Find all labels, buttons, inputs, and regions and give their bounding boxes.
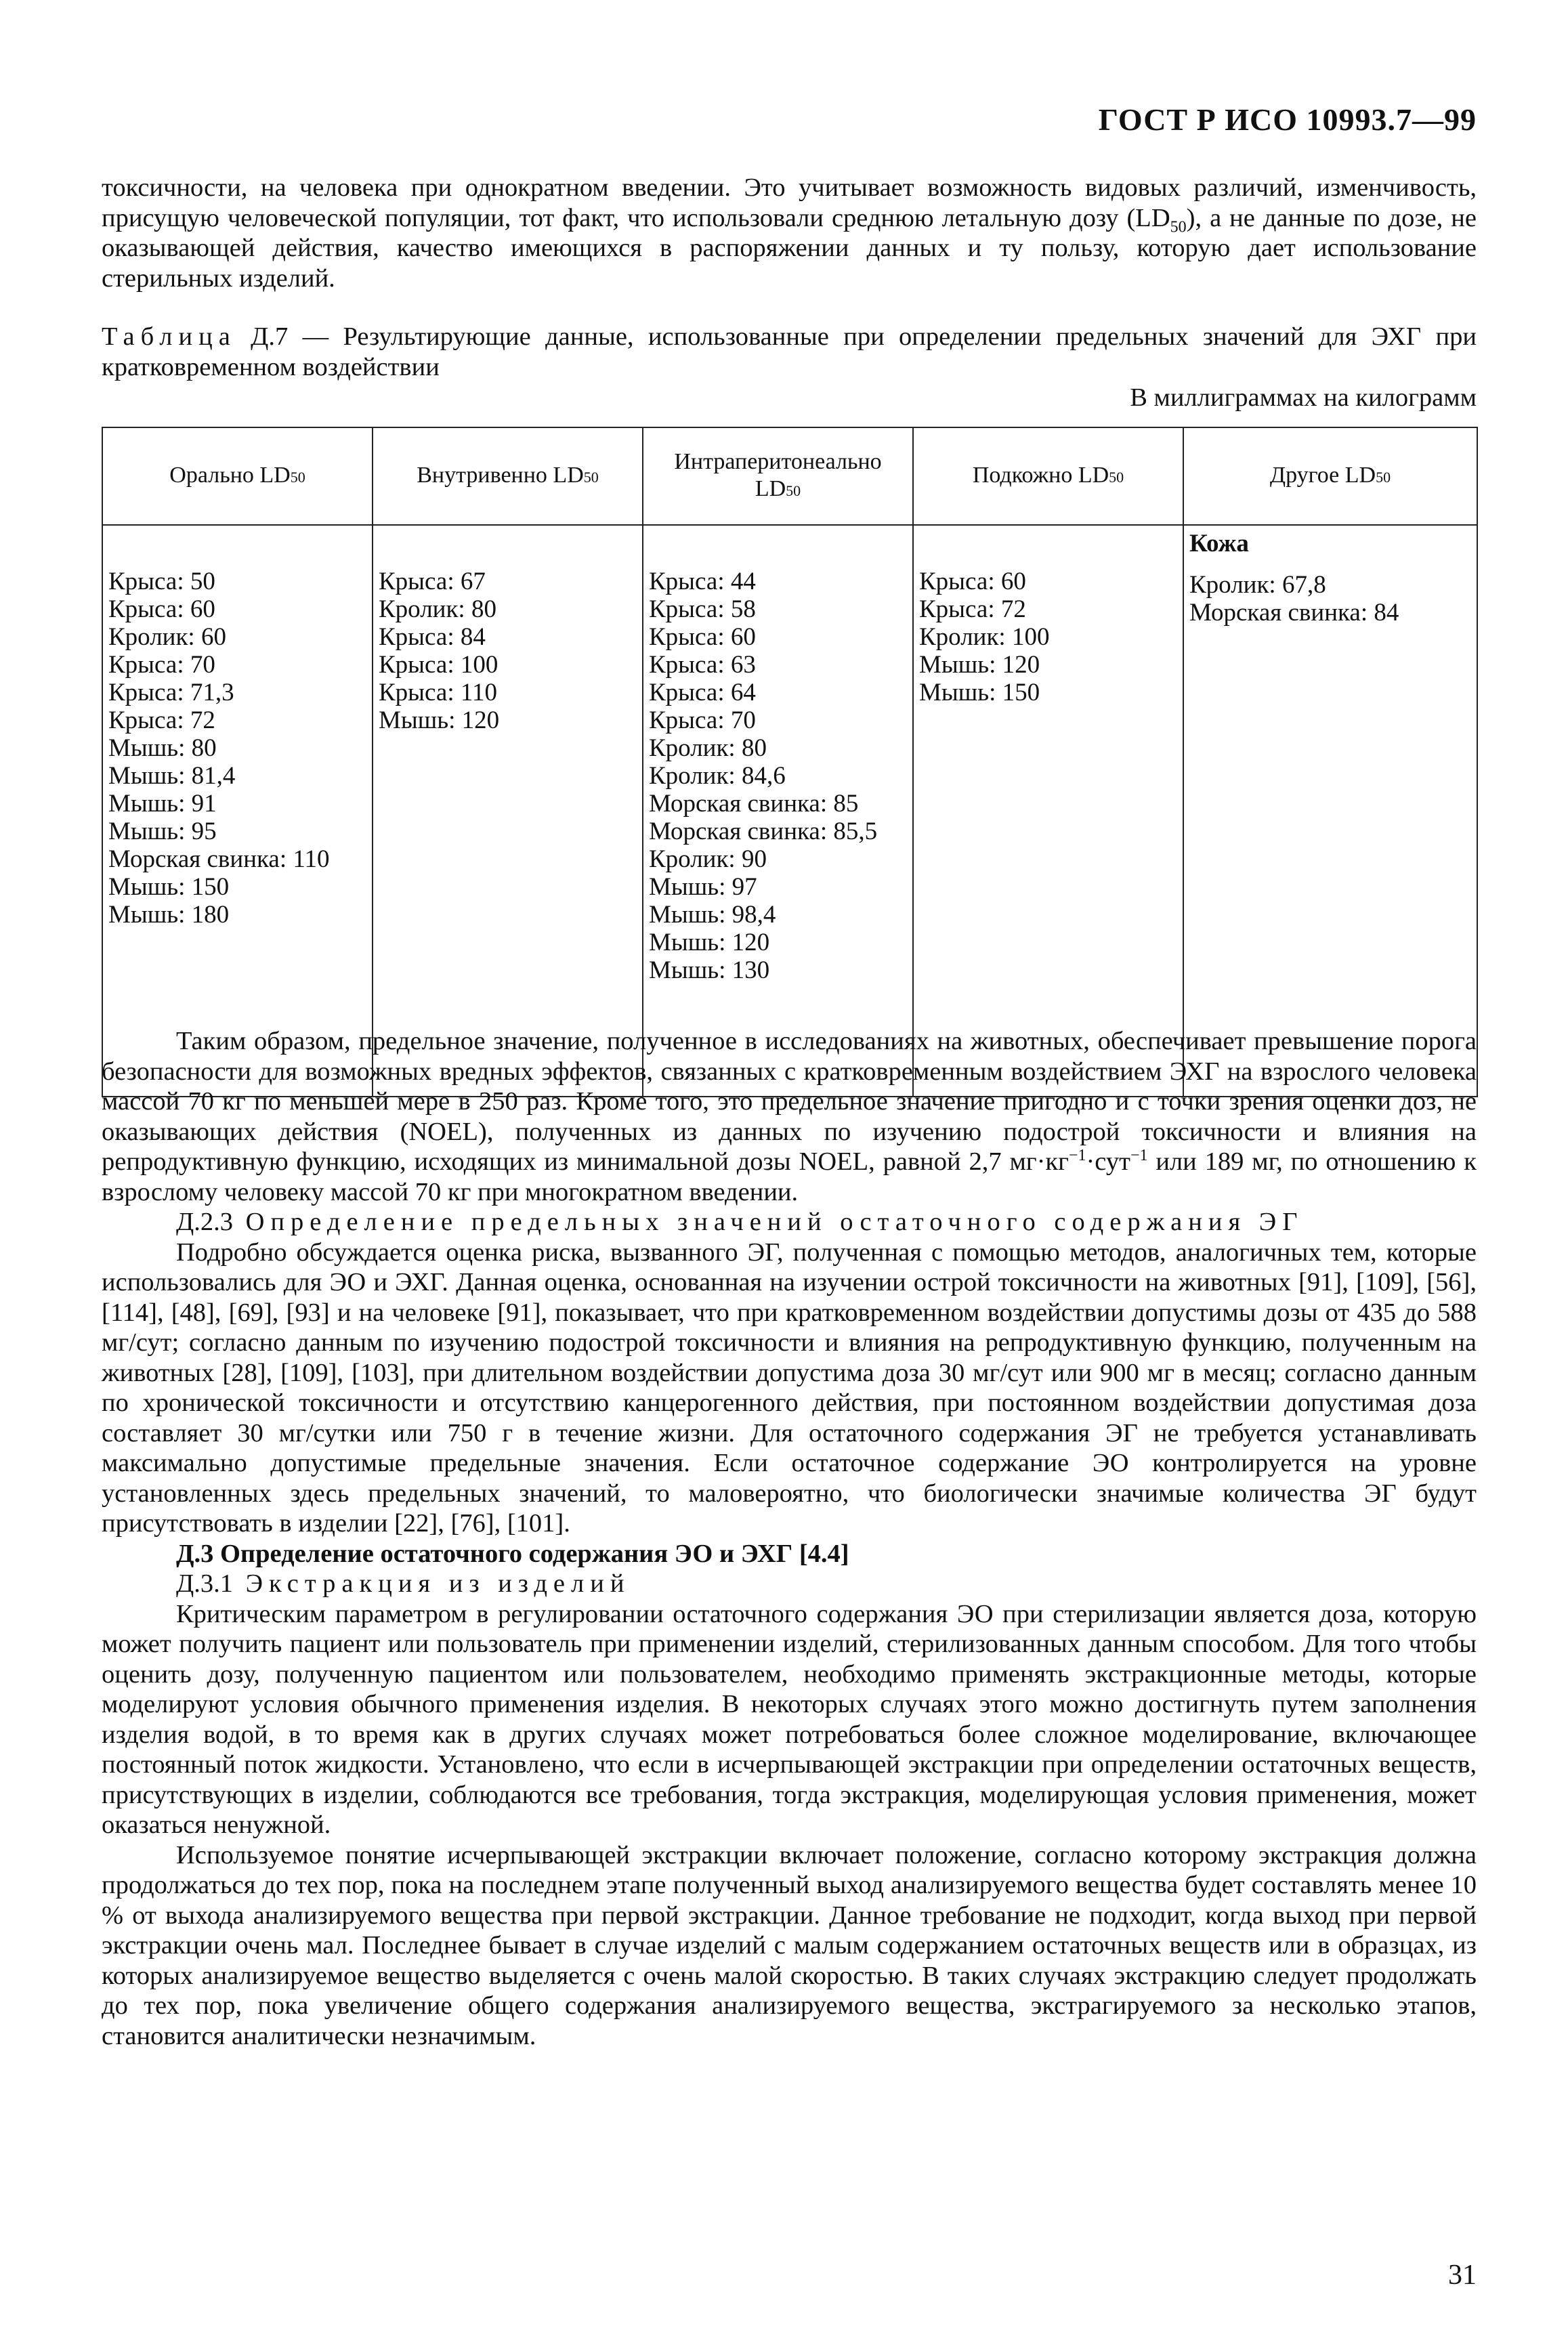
page-number: 31 <box>1448 2260 1477 2291</box>
table-header-row <box>102 427 1477 525</box>
paragraph-threshold: Таким образом, предельное значение, полученное в исследованиях на животных, обеспечивает превышение порога безопасности для возможных вредных эффектов, связанных с кратковременным воздействием ЭХГ на взрослого человека массой 70 кг по меньшей мере в 250 раз. Кроме того, это предельное значение пригодно и с точки зрения оценки доз, не оказывающих действия (NOEL), полученных из данных по изучению подострой токсичности и влияния на репродуктивную функцию, исходящих из минимальной дозы NOEL, равной 2,7 $мг\cdot кг^{-1}\cdot сут^{-1}$ или 189 мг, по отношению к взрослому человеку массой 70 кг при многократном введении. <box>102 1027 1477 1206</box>
table-entry: Мышь: 150 <box>108 873 230 901</box>
paragraph-exhaustive-extraction: Используемое понятие исчерпывающей экстракции включает положение, согласно которому экстракция должна продолжаться до тех пор, пока на последнем этапе полученный выход анализируемого вещества будет составлять менее 10 % от выхода анализируемого вещества при первой экстракции. Данное требование не подходит, когда выход при первой экстракции очень мал. Последнее бывает в случае изделий с малым содержанием остаточных веществ или в образцах, из которых анализируемое вещество выделяется с очень малой скоростью. В таких случаях экстракцию следует продолжать до тех пор, пока увеличение общего содержания анализируемого вещества, экстрагируемого за несколько этапов, становится аналитически незначимым. <box>102 1840 1477 2050</box>
table-entry: Крыса: 72 <box>919 595 1026 623</box>
section-d31-heading: Д.3.1 Экстракция из изделий <box>176 1569 631 1598</box>
table-caption <box>102 322 1477 382</box>
ip-cell <box>643 525 913 1097</box>
table-caption-label: Таблица <box>102 322 236 351</box>
iv-cell <box>373 525 643 1097</box>
table-entry: Мышь: 120 <box>649 929 770 956</box>
intro-text-b: ), а не данные по дозе, не оказывающей действия, качество имеющихся в распоряжении данных и ту пользу, которую дает использование стерильных изделий. <box>102 203 1477 293</box>
header-oral: Орально LD50 <box>102 427 373 525</box>
table-entry: Мышь: 95 <box>108 818 217 845</box>
body-text <box>102 1026 1477 2051</box>
table-entry: Морская свинка: 85,5 <box>649 818 878 845</box>
table-entry: Крыса: 70 <box>649 706 756 734</box>
table-entry: Крыса: 60 <box>919 568 1026 595</box>
header-other: Другое LD50 <box>1183 427 1477 525</box>
table-entry: Морская свинка: 110 <box>108 845 330 873</box>
table-entry: Мышь: 98,4 <box>649 901 776 929</box>
oral-cell <box>102 525 373 1097</box>
table-data-row <box>102 525 1477 1097</box>
table-caption-text: Д.7 — Результирующие данные, использованные при определении предельных значений для ЭХГ при кратковременном воздействии <box>102 322 1477 381</box>
table-entry: Крыса: 50 <box>108 568 215 595</box>
document-page <box>102 0 1477 2349</box>
table-entry: Кролик: 90 <box>649 845 767 873</box>
table-entry: Морская свинка: 84 <box>1189 599 1399 627</box>
table-entry: Крыса: 71,3 <box>108 679 234 706</box>
table-entry: Крыса: 60 <box>108 595 215 623</box>
table-entry: Мышь: 120 <box>379 706 500 734</box>
section-d223-heading: Д.2.3 Определение предельных значений остаточного содержания ЭГ <box>176 1208 1304 1236</box>
table-entry: Мышь: 97 <box>649 873 757 901</box>
sc-cell <box>913 525 1183 1097</box>
table-entry: Крыса: 72 <box>108 706 215 734</box>
table-entry: Крыса: 58 <box>649 595 756 623</box>
table-entry: Кролик: 80 <box>379 595 496 623</box>
other-cell <box>1183 525 1477 1097</box>
intro-paragraph <box>102 173 1477 293</box>
table-entry: Кролик: 67,8 <box>1189 571 1326 599</box>
ld50-table <box>102 427 1478 1097</box>
table-entry: Мышь: 81,4 <box>108 762 236 790</box>
table-entry: Мышь: 120 <box>919 651 1040 679</box>
ld50-subscript: 50 <box>1170 218 1187 236</box>
table-entry: Мышь: 130 <box>649 956 770 984</box>
table-entry: Кролик: 60 <box>108 623 226 651</box>
intro-text-a: токсичности, на человека при однократном введении. Это учитывает возможность видовых различий, изменчивость, присущую человеческой популяции, тот факт, что использовали среднюю летальную дозу (LD <box>102 173 1477 232</box>
table-entry: Крыса: 67 <box>379 568 486 595</box>
table-entry: Крыса: 110 <box>379 679 497 706</box>
other-heading: Кожа <box>1189 530 1249 557</box>
table-entry: Крыса: 44 <box>649 568 756 595</box>
header-iv: Внутривенно LD50 <box>373 427 643 525</box>
table-entry: Крыса: 64 <box>649 679 756 706</box>
standard-header: ГОСТ Р ИСО 10993.7—99 <box>1098 102 1477 137</box>
table-entry: Крыса: 63 <box>649 651 756 679</box>
table-entry: Крыса: 70 <box>108 651 215 679</box>
paragraph-extraction: Критическим параметром в регулировании остаточного содержания ЭО при стерилизации является доза, которую может получить пациент или пользователь при применении изделий, стерилизованных данным способом. Для того чтобы оценить дозу, полученную пациентом или пользователем, необходимо применять экстракционные методы, которые моделируют условия обычного применения изделия. В некоторых случаях этого можно достигнуть путем заполнения изделия водой, в то время как в других случаях может потребоваться более сложное моделирование, включающее постоянный поток жидкости. Установлено, что если в исчерпывающей экстракции при определении остаточных веществ, присутствующих в изделии, соблюдаются все требования, тогда экстракция, моделирующая условия применения, может оказаться ненужной. <box>102 1599 1477 1839</box>
table-entry: Мышь: 180 <box>108 901 230 929</box>
table-entry: Кролик: 84,6 <box>649 762 786 790</box>
table-entry: Мышь: 91 <box>108 790 217 818</box>
table-entry: Морская свинка: 85 <box>649 790 859 818</box>
paragraph-eg-risk: Подробно обсуждается оценка риска, вызванного ЭГ, полученная с помощью методов, аналогичных тем, которые использовались для ЭО и ЭХГ. Данная оценка, основанная на изучении острой токсичности на животных [91], [109], [56], [114], [48], [69], [93] и на человеке [91], показывает, что при кратковременном воздействии допустимы дозы от 435 до 588 мг/сут; согласно данным по изучению подострой токсичности и влияния на репродуктивную функцию, полученным на животных [28], [109], [103], при длительном воздействии допустима доза 30 мг/сут или 900 мг в месяц; согласно данным по хронической токсичности и отсутствию канцерогенного действия, при постоянном воздействии допустимая доза составляет 30 мг/сутки или 750 г в течение жизни. Для остаточного содержания ЭГ не требуется устанавливать максимально допустимые предельные значения. Если остаточное содержание ЭО контролируется на уровне установленных здесь предельных значений, то маловероятно, что биологически значимые количества ЭГ будут присутствовать в изделии [22], [76], [101]. <box>102 1237 1477 1538</box>
table-entry: Крыса: 84 <box>379 623 486 651</box>
table-entry: Крыса: 100 <box>379 651 499 679</box>
table-entry: Кролик: 100 <box>919 623 1050 651</box>
table-units: В миллиграммах на килограмм <box>1130 383 1477 412</box>
section-d3-heading: Д.3 Определение остаточного содержания ЭО и ЭХГ [4.4] <box>176 1539 849 1568</box>
header-ip: Интраперитонеально LD50 <box>643 427 913 525</box>
table-entry: Мышь: 80 <box>108 734 217 762</box>
table-entry: Крыса: 60 <box>649 623 756 651</box>
table-entry: Мышь: 150 <box>919 679 1040 706</box>
header-sc: Подкожно LD50 <box>913 427 1183 525</box>
table-entry: Кролик: 80 <box>649 734 767 762</box>
